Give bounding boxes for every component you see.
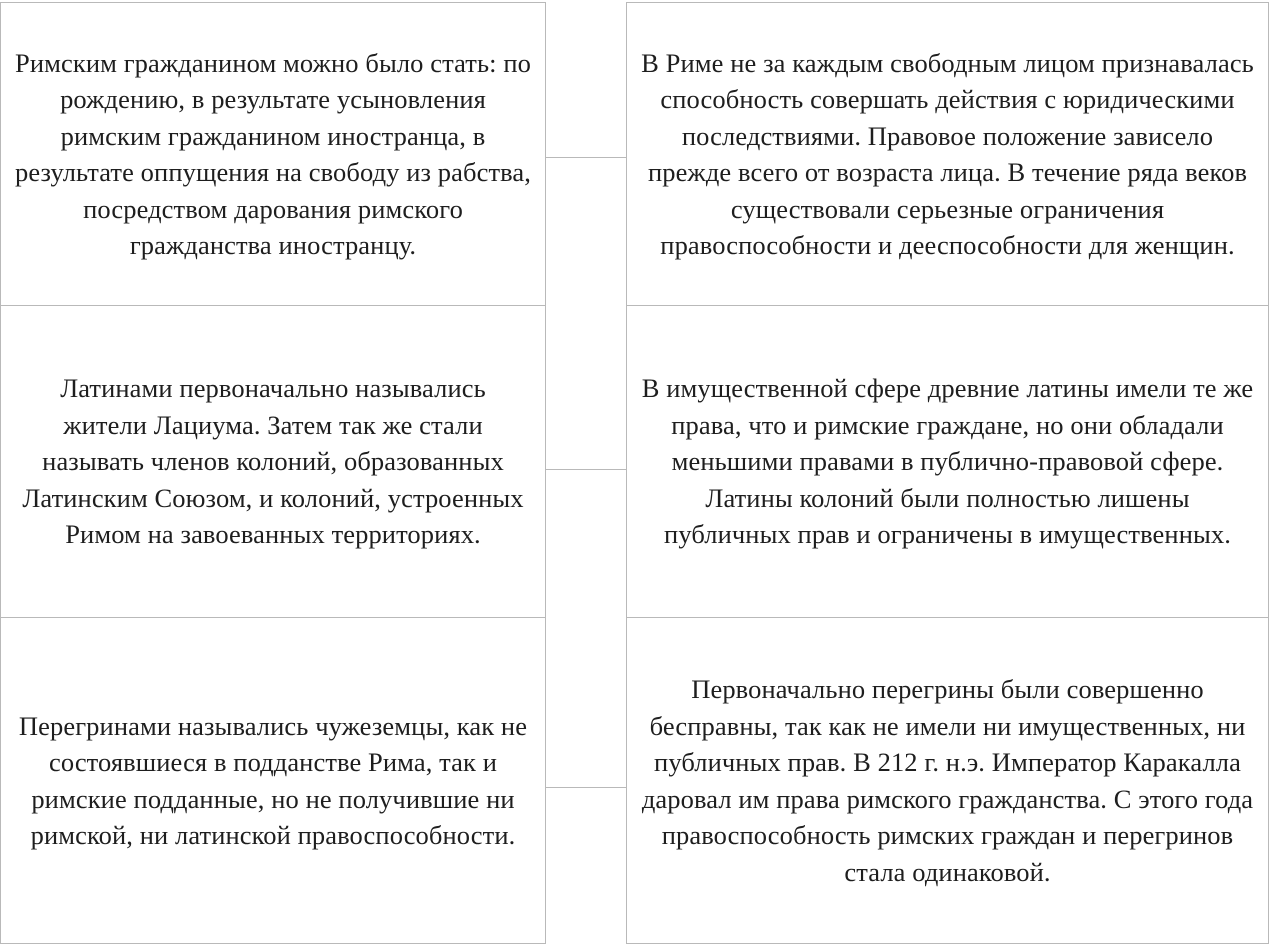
peregrines-status-box [626, 617, 1269, 944]
citizens-status-text: В Риме не за каждым свободным лицом признавалась способность совершать действия с юридическими последствиями. Правовое положение зависело прежде всего от возраста лица. В течение ряда веков существовали серьезные ограничения правоспособности и дееспособности для женщин. [641, 47, 1254, 260]
citizens-definition-text: Римским гражданином можно было стать: по рождению, в результате усыновления римским гражданином иностранца, в результате оппущения на свободу из рабства, посредством дарования римского гражданства иностранцу. [15, 47, 531, 260]
latins-definition-text: Латинами первоначально назывались жители Лациума. Затем так же стали называть членов колоний, образованных Латинским Союзом, и колоний, устроенных Римом на завоеванных территориях. [22, 373, 524, 550]
connector-line-latins [546, 469, 626, 470]
latins-status-text: В имущественной сфере древние латины имели те же права, что и римские граждане, но они обладали меньшими правами в публично-правовой сфере. Латины колоний были полностью лишены публичных прав и ограничены в имущественных. [641, 373, 1254, 550]
connector-line-peregrines [546, 787, 626, 788]
peregrines-status-text: Первоначально перегрины были совершенно бесправны, так как не имели ни имущественных, ни публичных прав. В 212 г. н.э. Император Каракалла даровал им права римского гражданства. С этого года правоспособность римских граждан и перегринов стала одинаковой. [641, 674, 1254, 887]
connector-line-citizens [546, 157, 626, 158]
peregrines-definition-text: Перегринами назывались чужеземцы, как не состоявшиеся в подданстве Рима, так и римские подданные, но не получившие ни римской, ни латинской правоспособности. [18, 710, 528, 850]
citizens-status-box [626, 2, 1269, 306]
latins-definition-box [0, 305, 546, 618]
peregrines-definition-box [0, 617, 546, 944]
citizens-definition-box [0, 2, 546, 306]
latins-status-box [626, 305, 1269, 618]
